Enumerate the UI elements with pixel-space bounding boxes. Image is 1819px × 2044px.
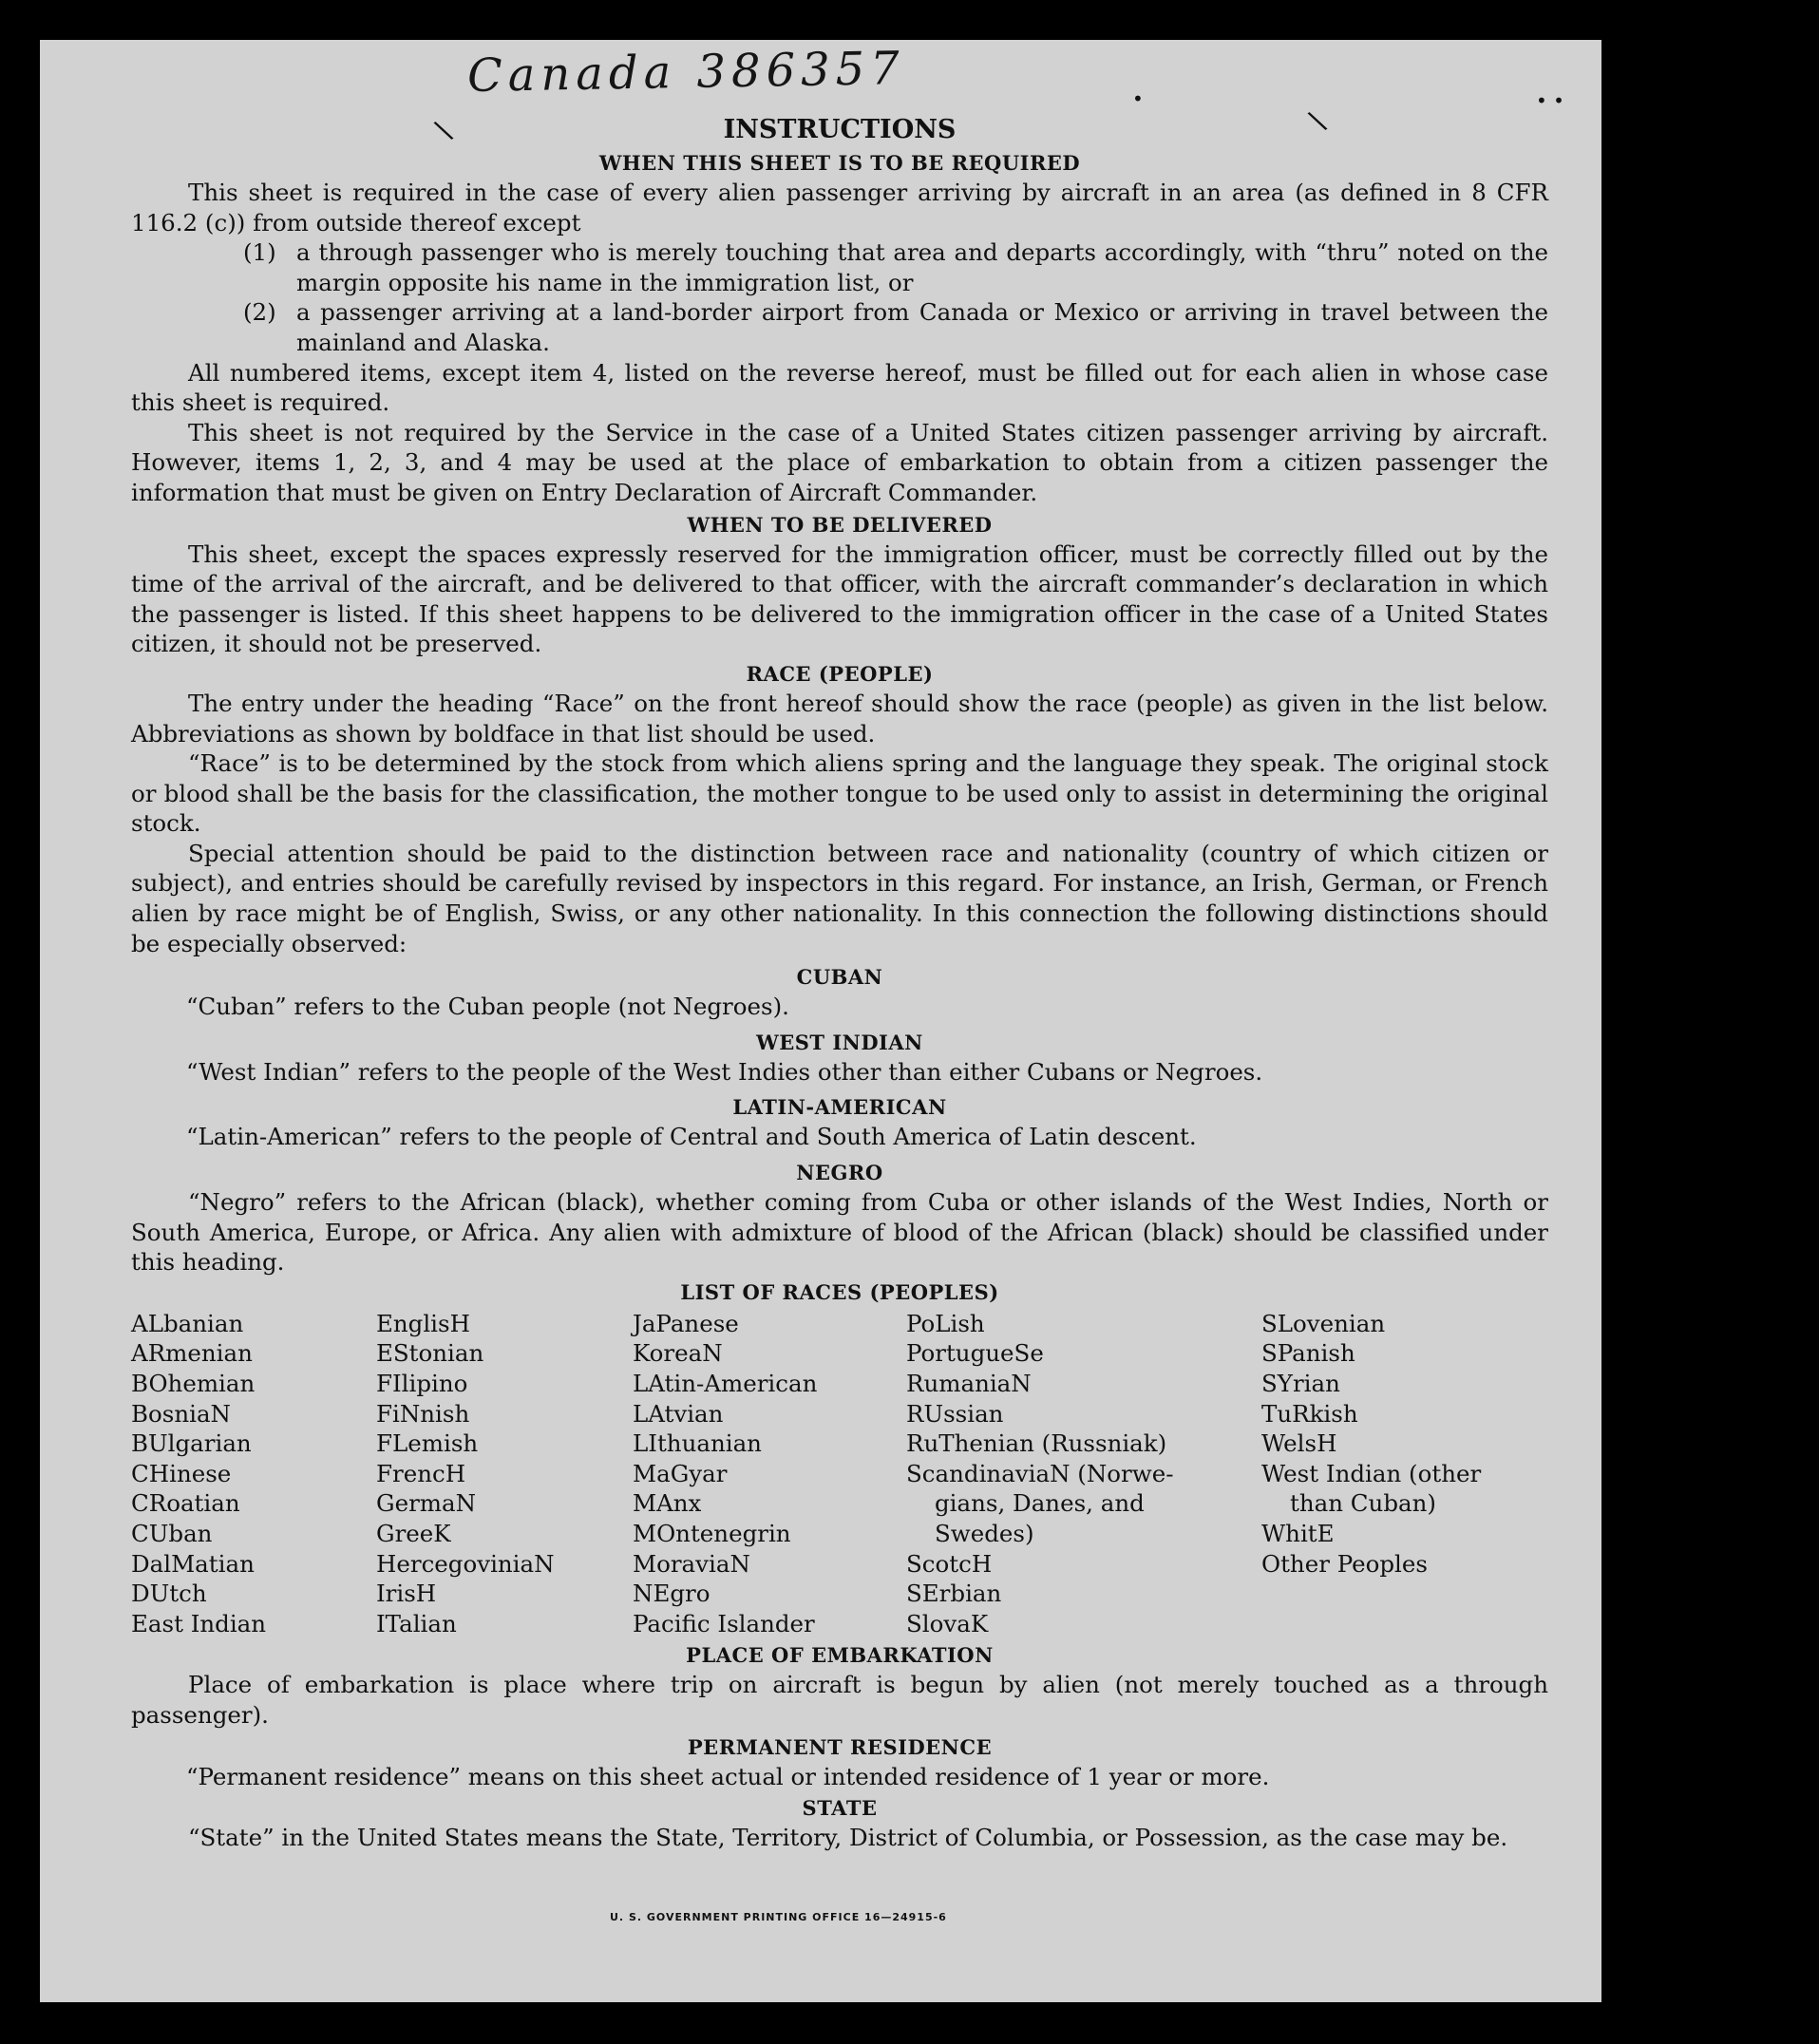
race-entry: MAnx — [633, 1489, 702, 1518]
section-heading-negro: NEGRO — [796, 1161, 883, 1185]
race-para3: Special attention should be paid to the distinction between race and nationality (country of which citizen or subject), and entries should be carefully revised by inspectors in this regard. For instance, an Irish, German, or French alien by race might be of English, Swiss, or any other nationality. In this connection the following distinctions should be especially observed: — [131, 839, 1548, 957]
race-entry: ARmenian — [131, 1339, 253, 1368]
race-entry: MOntenegrin — [633, 1519, 791, 1547]
section-heading-west-indian: WEST INDIAN — [756, 1030, 923, 1054]
race-entry: LAtin-American — [633, 1370, 818, 1397]
race-column-3 — [633, 1309, 906, 1639]
race-entry: MaGyar — [633, 1459, 728, 1487]
document-sheet — [40, 40, 1601, 2002]
stray-mark: • — [1132, 87, 1144, 110]
race-entry: gians, Danes, and — [935, 1489, 1145, 1518]
race-entry: BOhemian — [131, 1370, 256, 1397]
race-column-2 — [376, 1309, 633, 1639]
race-entry: EStonian — [376, 1339, 484, 1368]
race-entry: East Indian — [131, 1609, 267, 1637]
section-heading-embarkation: PLACE OF EMBARKATION — [686, 1643, 994, 1668]
race-entry: GermaN — [376, 1489, 477, 1518]
west-indian-text: “West Indian” refers to the people of the West Indies other than either Cubans or Negroes. — [186, 1057, 1263, 1086]
race-entry: LIthuanian — [633, 1429, 762, 1458]
race-entry: JaPanese — [633, 1309, 739, 1337]
race-entry: ALbanian — [131, 1309, 244, 1337]
race-para1: The entry under the heading “Race” on the front hereof should show the race (people) as given in the list below. Abbreviations as shown by boldface in that list should be used. — [131, 689, 1548, 748]
race-entry: PortugueSe — [906, 1339, 1044, 1368]
page-title: INSTRUCTIONS — [723, 115, 957, 144]
section-heading-state: STATE — [802, 1796, 878, 1821]
race-entry: FiNnish — [376, 1399, 470, 1428]
section-heading-cuban: CUBAN — [796, 965, 883, 990]
race-entry: CHinese — [131, 1459, 232, 1487]
when-delivered-text: This sheet, except the spaces expressly reserved for the immigration officer, must be correctly filled out by the time of the arrival of the aircraft, and be delivered to that officer, with the aircraft commander’s declaration in which the passenger is listed. If this sheet happens to be delivered to the immigration officer in the case of a United States citizen, it should not be preserved. — [131, 539, 1548, 658]
embarkation-text: Place of embarkation is place where trip on aircraft is begun by alien (not merely touched as a through passenger). — [131, 1671, 1548, 1729]
race-entry: CUban — [131, 1519, 213, 1547]
race-entry: SYrian — [1261, 1370, 1340, 1397]
race-entry: ITalian — [376, 1609, 457, 1637]
item-number: (1) — [243, 238, 276, 267]
negro-text: “Negro” refers to the African (black), whether coming from Cuba or other islands of the West Indies, North or South America, Europe, or Africa. Any alien with admixture of blood of the African (black) should be classified under this heading. — [131, 1188, 1548, 1277]
race-entry: ScandinaviaN (Norwe- — [906, 1459, 1174, 1487]
race-entry: FIlipino — [376, 1370, 468, 1397]
race-entry: Swedes) — [935, 1519, 1034, 1547]
race-entry: SLovenian — [1261, 1309, 1386, 1337]
when-required-para3: This sheet is not required by the Service in the case of a United States citizen passenger arriving by aircraft. However, items 1, 2, 3, and 4 may be used at the place of embarkation to obtain from a citizen passenger the information that must be given on Entry Declaration of Aircraft Commander. — [131, 418, 1548, 506]
race-entry: KoreaN — [633, 1339, 723, 1368]
cuban-text: “Cuban” refers to the Cuban people (not Negroes). — [186, 993, 789, 1021]
race-entry: RUssian — [906, 1399, 1004, 1428]
race-entry: MoraviaN — [633, 1549, 750, 1578]
race-entry: Pacific Islander — [633, 1609, 815, 1637]
race-entry: TuRkish — [1261, 1399, 1358, 1428]
section-heading-race: RACE (PEOPLE) — [746, 661, 934, 686]
section-heading-residence: PERMANENT RESIDENCE — [687, 1734, 993, 1759]
race-entry: RumaniaN — [906, 1370, 1032, 1397]
race-entry: LAtvian — [633, 1399, 724, 1428]
exception-item-2 — [131, 297, 1548, 357]
stray-mark: \ — [430, 113, 457, 148]
race-column-5 — [1261, 1309, 1548, 1639]
section-heading-when-required: WHEN THIS SHEET IS TO BE REQUIRED — [598, 151, 1081, 175]
race-entry: SErbian — [906, 1580, 1002, 1608]
section-heading-list-of-races: LIST OF RACES (PEOPLES) — [680, 1279, 999, 1304]
section-heading-latin-american: LATIN-AMERICAN — [732, 1095, 947, 1120]
race-entry: than Cuban) — [1290, 1489, 1436, 1518]
race-entry: DalMatian — [131, 1549, 255, 1578]
when-required-para2: All numbered items, except item 4, listed on the reverse hereof, must be filled out for each alien in whose case this sheet is required. — [131, 358, 1548, 417]
race-entry: WhitE — [1261, 1519, 1335, 1547]
state-text: “State” in the United States means the State, Territory, District of Columbia, or Possession, as the case may be. — [188, 1824, 1508, 1852]
printer-imprint: U. S. GOVERNMENT PRINTING OFFICE 16—24915-6 — [610, 1911, 947, 1923]
stray-mark: \ — [1304, 104, 1331, 139]
race-entry: PoLish — [906, 1309, 985, 1337]
instructions-body — [131, 112, 1548, 1853]
race-entry: EnglisH — [376, 1309, 470, 1337]
race-entry: NEgro — [633, 1580, 711, 1608]
race-entry: BUlgarian — [131, 1429, 252, 1458]
latin-american-text: “Latin-American” refers to the people of Central and South America of Latin descent. — [186, 1123, 1197, 1151]
race-entry: CRoatian — [131, 1489, 240, 1518]
race-entry: DUtch — [131, 1580, 207, 1608]
exception-item-1 — [131, 237, 1548, 297]
race-entry: SlovaK — [906, 1609, 989, 1637]
item-text: a passenger arriving at a land-border airport from Canada or Mexico or arriving in travel between the mainland and Alaska. — [296, 298, 1548, 356]
handwritten-note: Canada 386357 — [466, 41, 906, 104]
race-column-1 — [131, 1309, 376, 1639]
race-column-4 — [906, 1309, 1261, 1639]
race-entry: ScotcH — [906, 1549, 993, 1578]
race-entry: RuThenian (Russniak) — [906, 1429, 1167, 1458]
item-text: a through passenger who is merely touching that area and departs accordingly, with “thru” noted on the margin opposite his name in the immigration list, or — [296, 238, 1548, 296]
residence-text: “Permanent residence” means on this sheet actual or intended residence of 1 year or more. — [186, 1762, 1270, 1790]
when-required-intro: This sheet is required in the case of every alien passenger arriving by aircraft in an area (as defined in 8 CFR 116.2 (c)) from outside thereof except — [131, 179, 1548, 237]
section-heading-when-delivered: WHEN TO BE DELIVERED — [687, 512, 993, 537]
race-list-grid — [131, 1309, 1548, 1639]
race-entry: FLemish — [376, 1429, 479, 1458]
race-para2: “Race” is to be determined by the stock from which aliens spring and the language they speak. The original stock or blood shall be the basis for the classification, the mother tongue to be used only to assist in determining the original stock. — [131, 749, 1548, 838]
race-entry: HercegoviniaN — [376, 1549, 555, 1578]
stray-mark: • • — [1536, 89, 1564, 112]
race-entry: BosniaN — [131, 1399, 231, 1428]
race-entry: FrencH — [376, 1459, 466, 1487]
race-entry: Other Peoples — [1261, 1549, 1428, 1578]
race-entry: SPanish — [1261, 1339, 1355, 1368]
item-number: (2) — [243, 298, 276, 327]
race-entry: GreeK — [376, 1519, 451, 1547]
race-entry: WelsH — [1261, 1429, 1337, 1458]
race-entry: IrisH — [376, 1580, 437, 1608]
race-entry: West Indian (other — [1261, 1459, 1482, 1487]
